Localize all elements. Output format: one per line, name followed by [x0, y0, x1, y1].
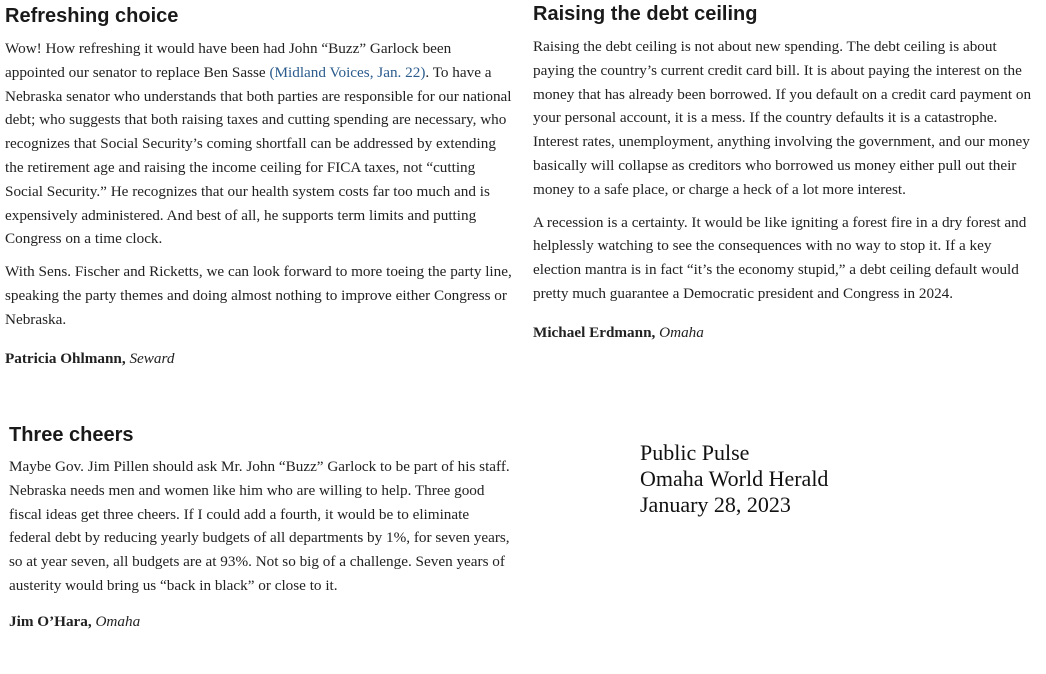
letter-headline: Three cheers [9, 424, 134, 446]
letter-refreshing-choice [5, 4, 513, 370]
paragraph-text: Wow! How refreshing it would have been had John “Buzz” Garlock been appointed our senator to replace Ben Sasse [5, 40, 452, 81]
letter-headline: Raising the debt ceiling [533, 3, 758, 25]
source-publication: Omaha World Herald [640, 466, 829, 491]
letter-paragraph: Raising the debt ceiling is not about new spending. The debt ceiling is about paying the country’s current credit card bill. It is about paying the interest on the money that has already been borrowed. If you default on a credit card payment on your personal account, it is a mess. If the country defaults it is a catastrophe. Interest rates, unemployment, anything involving the government, and our money basically will collapse as creditors who borrowed us money either pull out their money to a safe place, or charge a heck of a lot more interest. [533, 38, 1032, 198]
author-city: Seward [129, 349, 175, 367]
letter-headline: Refreshing choice [5, 5, 179, 27]
author-name: Jim O’Hara, [9, 612, 92, 630]
letter-signature [533, 322, 1039, 344]
letter-paragraph: Maybe Gov. Jim Pillen should ask Mr. John “Buzz” Garlock to be part of his staff. Nebraska needs men and women like him who are willing to help. Three good fiscal ideas get three cheers. If I could add a fourth, it would be to eliminate federal debt by reducing yearly budgets of all departments by 1%, for seven years, so at year seven, all budgets are at 93%. Not so big of a challenge. Seven years of austerity would bring us “back in black” or close to it. [9, 458, 510, 594]
paragraph-text: . To have a Nebraska senator who understands that both parties are responsible for our national debt; who suggests that both raising taxes and cutting spending are necessary, who recognizes that Social Security’s coming shortfall can be addressed by extending the retirement age and raising the income ceiling for FICA taxes, not “cutting Social Security.” He recognizes that our health system costs far too much and is expensively administered. And best of all, he supports term limits and putting Congress on a time clock. [5, 63, 512, 248]
letter-raising-debt-ceiling [533, 2, 1039, 344]
letter-paragraph: A recession is a certainty. It would be like igniting a forest fire in a dry forest and helplessly watching to see the consequences with no way to stop it. If a key election mantra is in fact “it’s the economy stupid,” a debt ceiling default would pretty much guarantee a Democratic president and Congress in 2024. [533, 213, 1027, 302]
author-city: Omaha [659, 323, 704, 341]
letter-signature [5, 348, 513, 370]
letter-paragraph: With Sens. Fischer and Ricketts, we can look forward to more toeing the party line, speaking the party themes and doing almost nothing to improve either Congress or Nebraska. [5, 263, 512, 328]
author-city: Omaha [95, 612, 141, 630]
author-name: Patricia Ohlmann, [5, 349, 126, 367]
midland-voices-link[interactable]: (Midland Voices, Jan. 22) [269, 63, 426, 81]
source-date: January 28, 2023 [640, 492, 791, 517]
letter-signature [9, 611, 515, 633]
letter-three-cheers [9, 423, 515, 633]
author-name: Michael Erdmann, [533, 323, 656, 341]
letter-paragraph [5, 37, 513, 251]
source-attribution [640, 440, 828, 518]
source-section-name: Public Pulse [640, 440, 750, 465]
